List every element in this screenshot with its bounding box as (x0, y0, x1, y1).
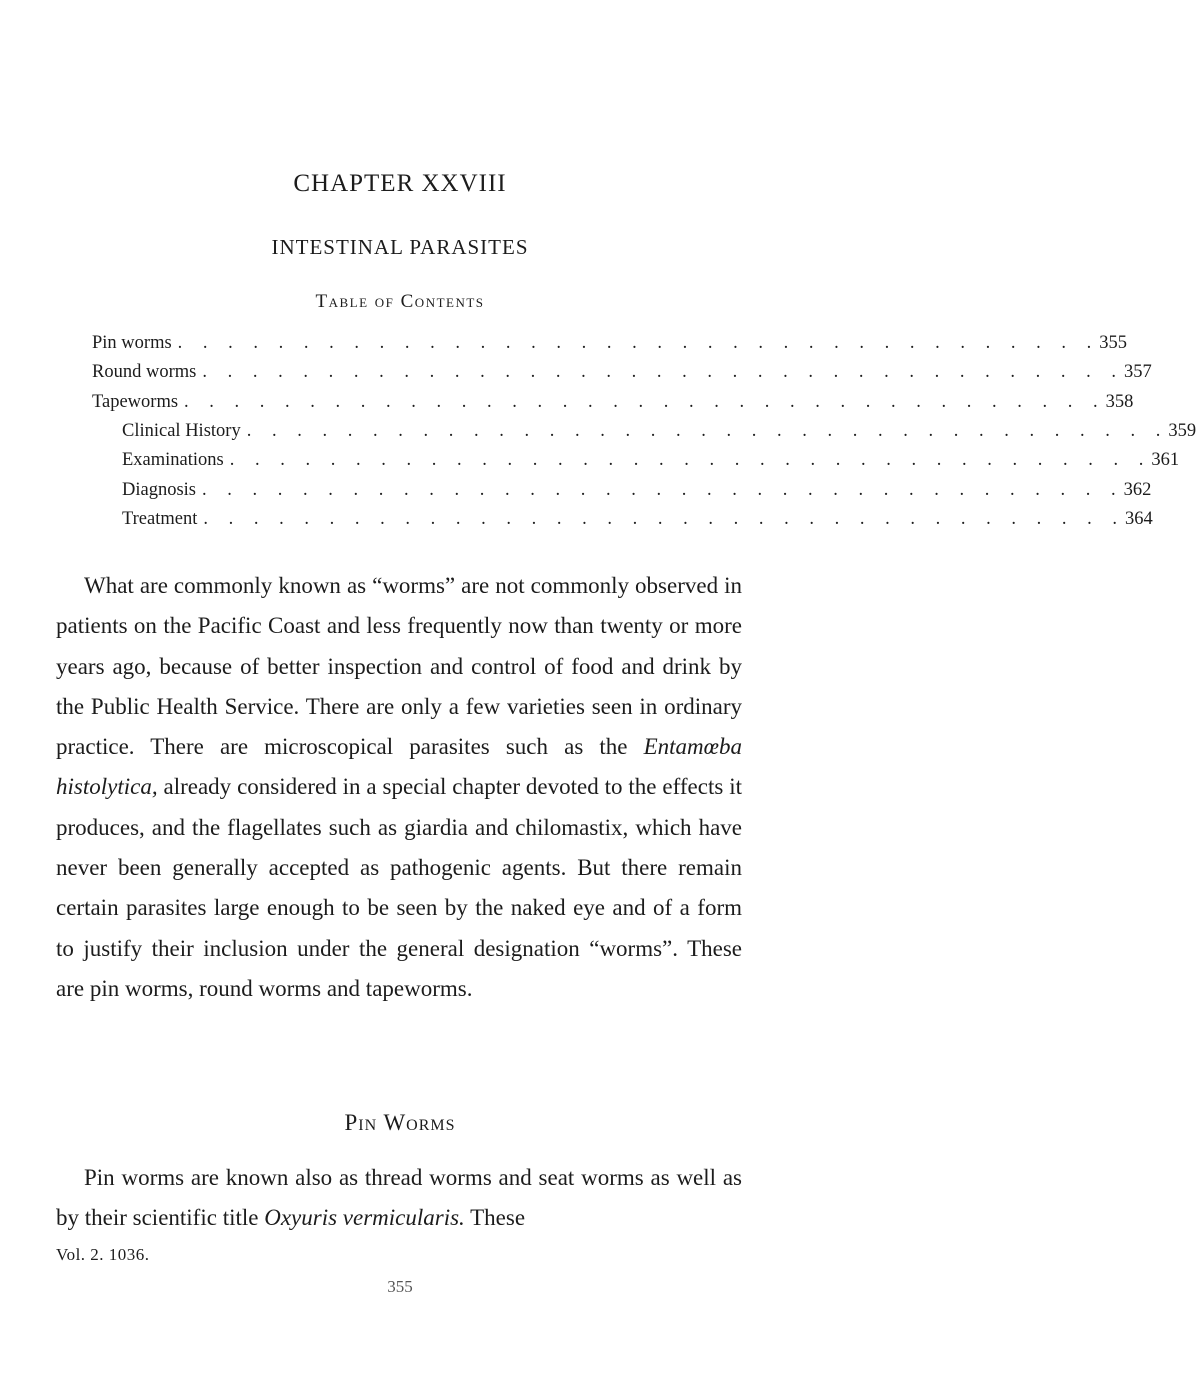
toc-entry-page: 357 (1123, 362, 1152, 383)
toc-entry-label: Round worms (92, 362, 197, 383)
volume-note: Vol. 2. 1036. (56, 1245, 150, 1264)
toc-entry-label: Examinations (122, 450, 224, 471)
toc-leader: . . . . . . . . . . . . . . . . . . . . . . . . . . . . . . . . . . . . . (202, 362, 1124, 383)
toc-entry[interactable] (92, 475, 1152, 504)
toc-leader: . . . . . . . . . . . . . . . . . . . . . . . . . . . . . . . . . . . . . (177, 333, 1100, 354)
page-number: 355 (387, 1277, 413, 1296)
toc-leader: . . . . . . . . . . . . . . . . . . . . . . . . . . . . . . . . . . . . . (246, 421, 1169, 442)
toc-leader: . . . . . . . . . . . . . . . . . . . . . . . . . . . . . . . . . . . . . (202, 479, 1124, 500)
toc-entry-label: Diagnosis (122, 479, 196, 500)
toc-leader: . . . . . . . . . . . . . . . . . . . . . . . . . . . . . . . . . . . . . (229, 450, 1152, 471)
toc-entry[interactable] (92, 505, 1153, 534)
toc-entry[interactable] (92, 417, 1196, 446)
intro-italic-term: Entamœba histolytica, (56, 734, 742, 800)
toc-entry-page: 364 (1125, 508, 1153, 529)
intro-paragraph (56, 566, 742, 1009)
pin-worms-text-2: These (464, 1205, 526, 1231)
toc-entry-label: Clinical History (122, 421, 241, 442)
toc-entry-page: 361 (1151, 450, 1180, 471)
toc-entry-page: 359 (1168, 421, 1196, 442)
toc-leader: . . . . . . . . . . . . . . . . . . . . . . . . . . . . . . . . . . . . . (203, 508, 1125, 529)
toc-heading: Table of Contents (315, 291, 485, 312)
chapter-title: CHAPTER XXVIII (293, 170, 507, 197)
toc-entry[interactable] (92, 358, 1152, 387)
intro-text-2: already considered in a special chapter devoted to the effects it produces, and the flagellates such as giardia and chilomastix, which have never been generally accepted as pathogenic agents. But there remain certain parasites large enough to be seen by the naked eye and of a form to justify their inclusion under the general designation “worms”. These are pin worms, round worms and tapeworms. (56, 774, 742, 1001)
toc-entry[interactable] (92, 446, 1180, 475)
toc-entry-label: Treatment (122, 508, 198, 529)
toc-leader: . . . . . . . . . . . . . . . . . . . . . . . . . . . . . . . . . . . . . (184, 391, 1106, 412)
toc-entry[interactable] (92, 388, 1134, 417)
toc-entry-page: 362 (1123, 479, 1152, 500)
table-of-contents (92, 329, 1196, 534)
section-heading-pin-worms: Pin Worms (344, 1110, 456, 1135)
toc-entry[interactable] (92, 329, 1128, 358)
pin-worms-italic-term: Oxyuris vermicularis. (264, 1205, 465, 1231)
toc-entry-label: Tapeworms (92, 391, 179, 412)
toc-entry-page: 355 (1099, 333, 1128, 354)
chapter-subject: INTESTINAL PARASITES (271, 235, 529, 259)
pin-worms-text-1: Pin worms are known also as thread worms and seat worms as well as by their scientific title (56, 1165, 742, 1231)
pin-worms-paragraph (56, 1158, 742, 1239)
toc-entry-page: 358 (1105, 391, 1134, 412)
toc-entry-label: Pin worms (92, 333, 172, 354)
intro-text-1: What are commonly known as “worms” are not commonly observed in patients on the Pacific Coast and less frequently now than twenty or more years ago, because of better inspection and control of food and drink by the Public Health Service. There are only a few varieties seen in ordinary practice. There are microscopical parasites such as the (56, 573, 742, 760)
